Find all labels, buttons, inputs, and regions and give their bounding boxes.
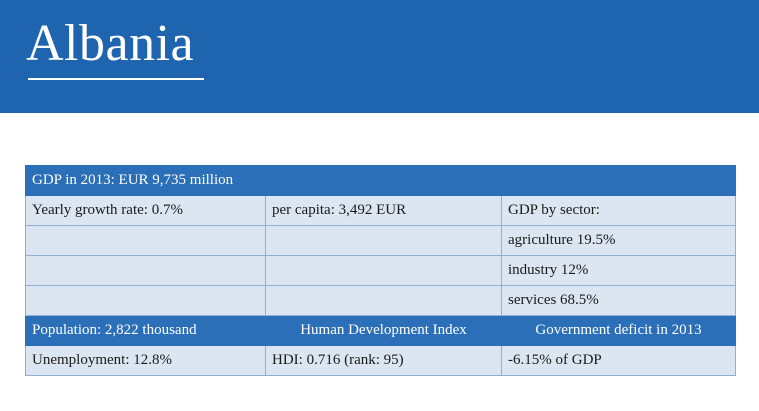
table-cell-empty xyxy=(266,226,502,256)
table-cell-empty xyxy=(26,286,266,316)
table-cell-hdi-value: HDI: 0.716 (rank: 95) xyxy=(266,346,502,376)
page-title: Albania xyxy=(26,15,195,72)
table-cell-empty xyxy=(26,256,266,286)
table-row xyxy=(26,196,736,226)
table-header-row xyxy=(26,166,736,196)
table-cell-per-capita: per capita: 3,492 EUR xyxy=(266,196,502,226)
statistics-table-container xyxy=(25,165,735,376)
table-cell-agriculture: agriculture 19.5% xyxy=(502,226,736,256)
table-cell-empty xyxy=(266,256,502,286)
table-cell-deficit-value: -6.15% of GDP xyxy=(502,346,736,376)
table-cell-growth-rate: Yearly growth rate: 0.7% xyxy=(26,196,266,226)
table-cell-hdi-heading: Human Development Index xyxy=(266,316,502,346)
table-header-cell: GDP in 2013: EUR 9,735 million xyxy=(26,166,736,196)
title-underline xyxy=(28,78,204,80)
statistics-table xyxy=(25,165,736,376)
table-cell-empty xyxy=(266,286,502,316)
table-row xyxy=(26,346,736,376)
table-cell-empty xyxy=(26,226,266,256)
table-cell-industry: industry 12% xyxy=(502,256,736,286)
table-cell-population: Population: 2,822 thousand xyxy=(26,316,266,346)
table-band-row xyxy=(26,316,736,346)
table-row xyxy=(26,286,736,316)
title-banner xyxy=(0,0,759,113)
table-row xyxy=(26,256,736,286)
table-cell-unemployment: Unemployment: 12.8% xyxy=(26,346,266,376)
table-row xyxy=(26,226,736,256)
table-cell-services: services 68.5% xyxy=(502,286,736,316)
table-cell-deficit-heading: Government deficit in 2013 xyxy=(502,316,736,346)
table-cell-sector-heading: GDP by sector: xyxy=(502,196,736,226)
